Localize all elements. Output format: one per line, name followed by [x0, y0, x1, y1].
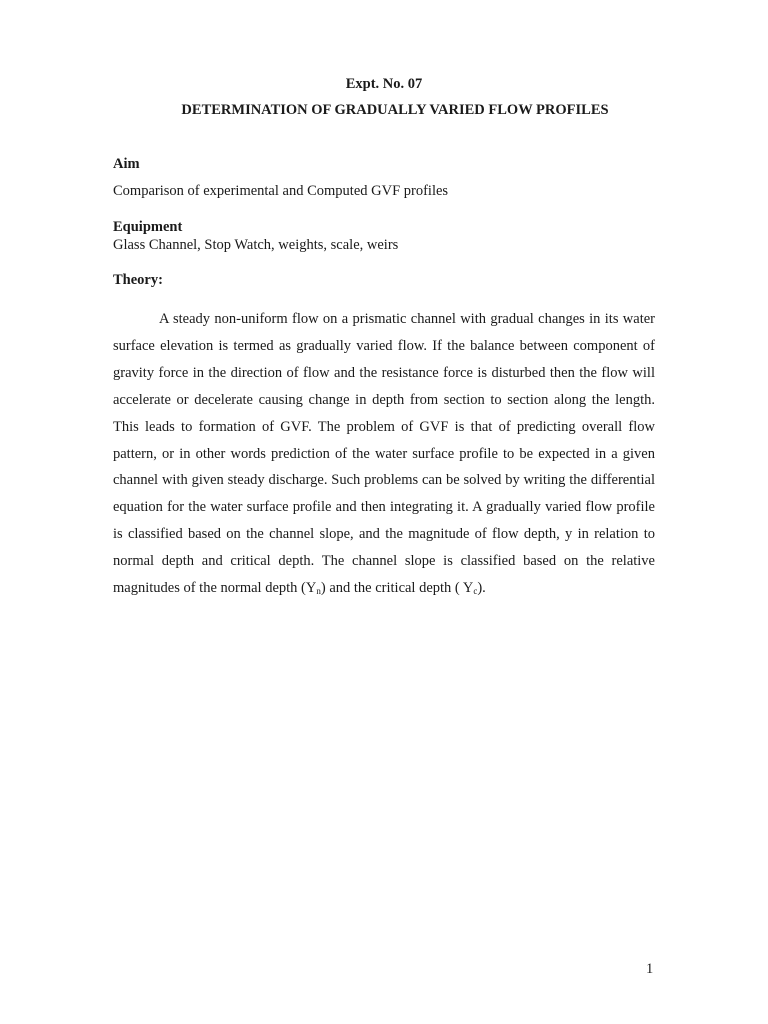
experiment-number: Expt. No. 07 — [345, 76, 423, 92]
theory-paragraph-mid: ) and the critical depth ( Y — [320, 580, 474, 597]
theory-paragraph — [113, 306, 655, 602]
theory-heading: Theory: — [113, 272, 163, 288]
equipment-text: Glass Channel, Stop Watch, weights, scale, weirs — [113, 237, 399, 253]
aim-text: Comparison of experimental and Computed GVF profiles — [113, 183, 449, 199]
equipment-heading: Equipment — [113, 219, 183, 235]
theory-body — [113, 306, 655, 602]
page-number: 1 — [646, 961, 654, 977]
critical-depth-subscript: c — [473, 586, 478, 597]
normal-depth-subscript: n — [316, 586, 321, 597]
theory-paragraph-end: ). — [477, 580, 486, 597]
aim-heading: Aim — [113, 156, 140, 172]
document-title: DETERMINATION OF GRADUALLY VARIED FLOW PROFILES — [181, 102, 609, 118]
theory-paragraph-text: A steady non-uniform flow on a prismatic channel with gradual changes in its water surface elevation is termed as gradually varied flow. If the balance between component of gravity force in the direction of flow and the resistance force is disturbed then the flow will accelerate or decelerate causing change in depth from section to section along the length. This leads to formation of GVF. The problem of GVF is that of predicting overall flow pattern, or in other words prediction of the water surface profile to be expected in a given channel with given steady discharge. Such problems can be solved by writing the differential equation for the water surface profile and then integrating it. A gradually varied flow profile is classified based on the channel slope, and the magnitude of flow depth, y in relation to normal depth and critical depth. The channel slope is classified based on the relative magnitudes of the normal depth (Y — [113, 311, 655, 597]
